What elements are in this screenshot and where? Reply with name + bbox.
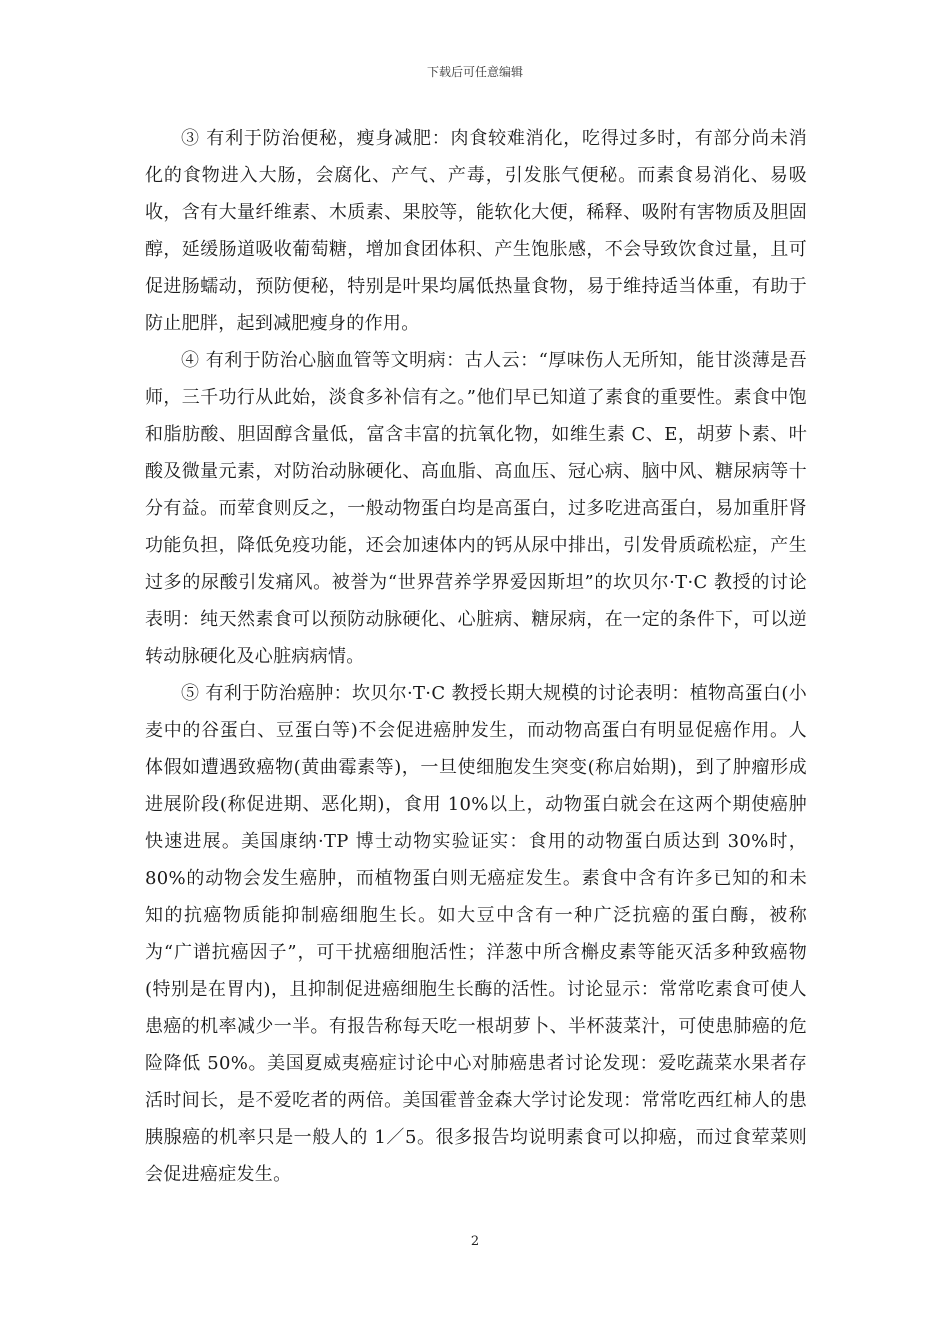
page-header: 下载后可任意编辑 bbox=[426, 65, 523, 79]
paragraph-cardiovascular: ④ 有利于防治心脑血管等文明病：古人云：“厚味伤人无所知，能甘淡薄是吾师，三千功行从此始，淡食多补信有之。”他们早已知道了素食的重要性。素食中饱和脂肪酸、胆固醇含量低，富含丰富的抗氧化物，如维生素 C、E，胡萝卜素、叶酸及微量元素，对防治动脉硬化、高血脂、高血压、冠心病、脑中风、糖尿病等十分有益。而荤食则反之，一般动物蛋白均是高蛋白，过多吃进高蛋白，易加重肝肾功能负担，降低免疫功能，还会加速体内的钙从尿中排出，引发骨质疏松症，产生过多的尿酸引发痛风。被誉为“世界营养学界爱因斯坦”的坎贝尔·T·C 教授的讨论表明：纯天然素食可以预防动脉硬化、心脏病、糖尿病，在一定的条件下，可以逆转动脉硬化及心脏病病情。 bbox=[145, 350, 807, 667]
document-body bbox=[145, 120, 807, 1193]
paragraph-constipation: ③ 有利于防治便秘，瘦身减肥：肉食较难消化，吃得过多时，有部分尚未消化的食物进入大肠，会腐化、产气、产毒，引发胀气便秘。而素食易消化、易吸收，含有大量纤维素、木质素、果胶等，能软化大便，稀释、吸附有害物质及胆固醇，延缓肠道吸收葡萄糖，增加食团体积、产生饱胀感，不会导致饮食过量，且可促进肠蠕动，预防便秘，特别是叶果均属低热量食物，易于维持适当体重，有助于防止肥胖，起到减肥瘦身的作用。 bbox=[145, 128, 807, 334]
paragraph-cancer: ⑤ 有利于防治癌肿：坎贝尔·T·C 教授长期大规模的讨论表明：植物高蛋白(小麦中的谷蛋白、豆蛋白等)不会促进癌肿发生，而动物高蛋白有明显促癌作用。人体假如遭遇致癌物(黄曲霉素等)，一旦使细胞发生突变(称启始期)，到了肿瘤形成进展阶段(称促进期、恶化期)，食用 10%以上，动物蛋白就会在这两个期使癌肿快速进展。美国康纳·TP 博士动物实验证实：食用的动物蛋白质达到 30%时，80%的动物会发生癌肿，而植物蛋白则无癌症发生。素食中含有许多已知的和未知的抗癌物质能抑制癌细胞生长。如大豆中含有一种广泛抗癌的蛋白酶，被称为“广谱抗癌因子”，可干扰癌细胞活性；洋葱中所含槲皮素等能灭活多种致癌物(特别是在胃内)，且抑制促进癌细胞生长酶的活性。讨论显示：常常吃素食可使人患癌的机率减少一半。有报告称每天吃一根胡萝卜、半杯菠菜汁，可使患肺癌的危险降低 50%。美国夏威夷癌症讨论中心对肺癌患者讨论发现：爱吃蔬菜水果者存活时间长，是不爱吃者的两倍。美国霍普金森大学讨论发现：常常吃西红柿人的患胰腺癌的机率只是一般人的 1／5。很多报告均说明素食可以抑癌，而过食荤菜则会促进癌症发生。 bbox=[145, 683, 807, 1185]
page-number: 2 bbox=[470, 1234, 480, 1249]
